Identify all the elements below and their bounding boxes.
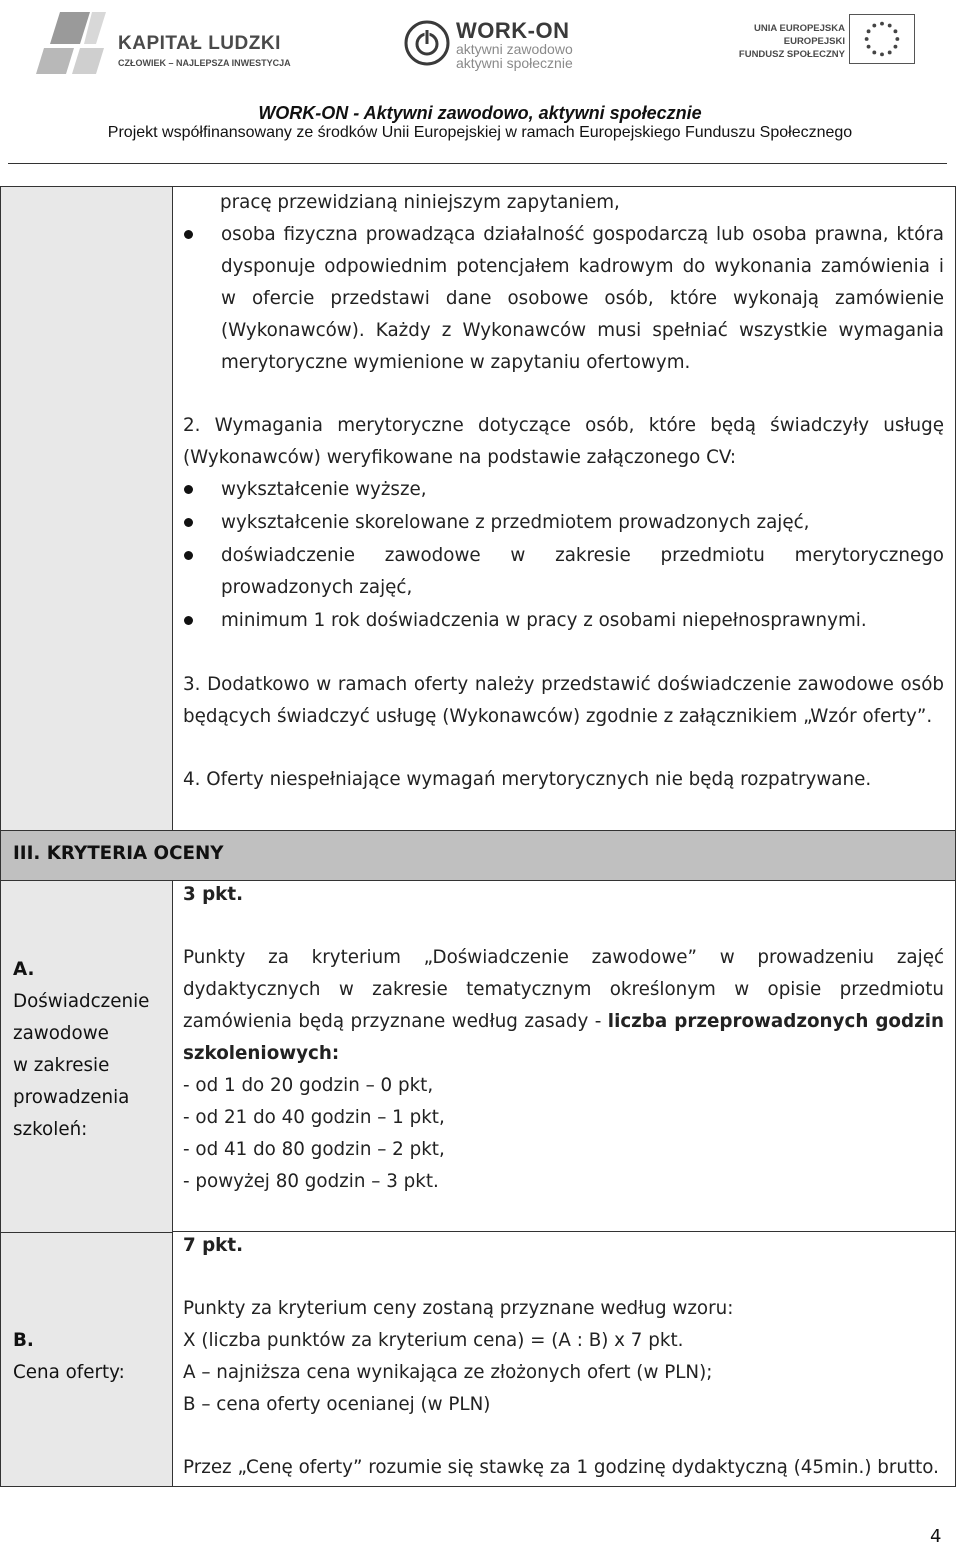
range-item: - od 21 do 40 godzin – 1 pkt, [183,1107,445,1128]
continuation-line: pracę przewidzianą niniejszym zapytaniem, [220,192,620,213]
criterion-a-label-l4: prowadzenia [13,1087,130,1108]
range-item: - powyżej 80 godzin – 3 pkt. [183,1171,439,1192]
logo-kl-tagline: CZŁOWIEK – NAJLEPSZA INWESTYCJA [118,58,291,68]
logo-wo-tagline: aktywni zawodowo aktywni społecznie [456,41,573,71]
kapital-ludzki-logo [22,8,302,78]
range-item: - od 41 do 80 godzin – 2 pkt, [183,1139,445,1160]
paragraph-3: 3. Dodatkowo w ramach oferty należy przedstawić doświadczenie zawodowe osób będących świadczyć usługę (Wykonawców) zgodnie z załącznikiem „Wzór oferty”. [183,674,944,727]
criterion-a-label-l2: zawodowe [13,1023,109,1044]
criterion-b-label: B. Cena oferty: [13,1330,125,1383]
bullet-icon [184,616,193,625]
label-cell-a [1,881,173,1232]
criterion-a-label-l5: szkoleń: [13,1119,88,1140]
criterion-b-note: Przez „Cenę oferty” rozumie się stawkę za 1 godzinę dydaktyczną (45min.) brutto. [183,1457,939,1478]
criteria-heading: III. KRYTERIA OCENY [13,843,224,864]
paragraph-4: 4. Oferty niespełniające wymagań merytorycznych nie będą rozpatrywane. [183,769,872,790]
page-number: 4 [930,1526,942,1547]
criteria-header-row [1,830,955,881]
criterion-a-description: Punkty za kryterium „Doświadczenie zawodowe” w prowadzeniu zajęć dydaktycznych w zakresie tematycznym określonym w opisie przedmiotu zamówienia będą przyznane według zasady - liczba przeprowadzonych godzin szkoleniowych: - od 1 do 20 godzin – 0 pkt, - od 21 do 40 godzin – 1 pkt, - od 41 do 80 godzin – 2 pkt, - powyżej 80 godzin – 3 pkt. [183,942,944,1198]
header-divider [8,163,947,164]
criterion-a-label: A. Doświadczenie zawodowe w zakresie prowadzenia szkoleń: [13,959,150,1140]
bullet-icon [184,551,193,560]
work-on-logo [398,12,588,72]
eu-flag-icon [849,14,915,64]
kapital-ludzki-emblem-icon [30,8,108,78]
project-subtitle: Projekt współfinansowany ze środków Unii Europejskiej w ramach Europejskiego Funduszu Społecznego [107,124,853,141]
ue-logo-text: UNIA EUROPEJSKA EUROPEJSKI FUNDUSZ SPOŁECZNY [738,23,845,60]
bullet-icon [184,518,193,527]
criterion-a-label-l1: Doświadczenie [13,991,150,1012]
project-title: WORK-ON - Aktywni zawodowo, aktywni społecznie [258,103,702,123]
label-cell-empty [1,187,173,830]
bullet-icon [184,230,193,239]
logo-wo-name: WORK-ON [456,18,570,43]
ue-logo [735,14,920,68]
criterion-b-description: Punkty za kryterium ceny zostaną przyznane według wzoru: X (liczba punktów za kryterium cena) = (A : B) x 7 pkt. A – najniższa cena wynikająca ze złożonych ofert (w PLN); B – cena oferty ocenianej (w PLN) [183,1298,734,1415]
criterion-b-points: 7 pkt. [183,1235,244,1256]
label-cell-b [1,1232,173,1486]
logo-kl-name: KAPITAŁ LUDZKI [118,33,281,54]
paragraph-2: 2. Wymagania merytoryczne dotyczące osób, które będą świadczyły usługę (Wykonawców) weryfikowane na podstawie załączonego CV: [183,415,944,468]
power-icon [404,20,450,66]
row-divider [173,1231,955,1232]
requirements-table [0,186,956,1487]
criterion-a-label-l3: w zakresie [13,1055,110,1076]
bullet-icon [184,485,193,494]
criterion-a-points: 3 pkt. [183,884,244,905]
range-item: - od 1 do 20 godzin – 0 pkt, [183,1075,434,1096]
